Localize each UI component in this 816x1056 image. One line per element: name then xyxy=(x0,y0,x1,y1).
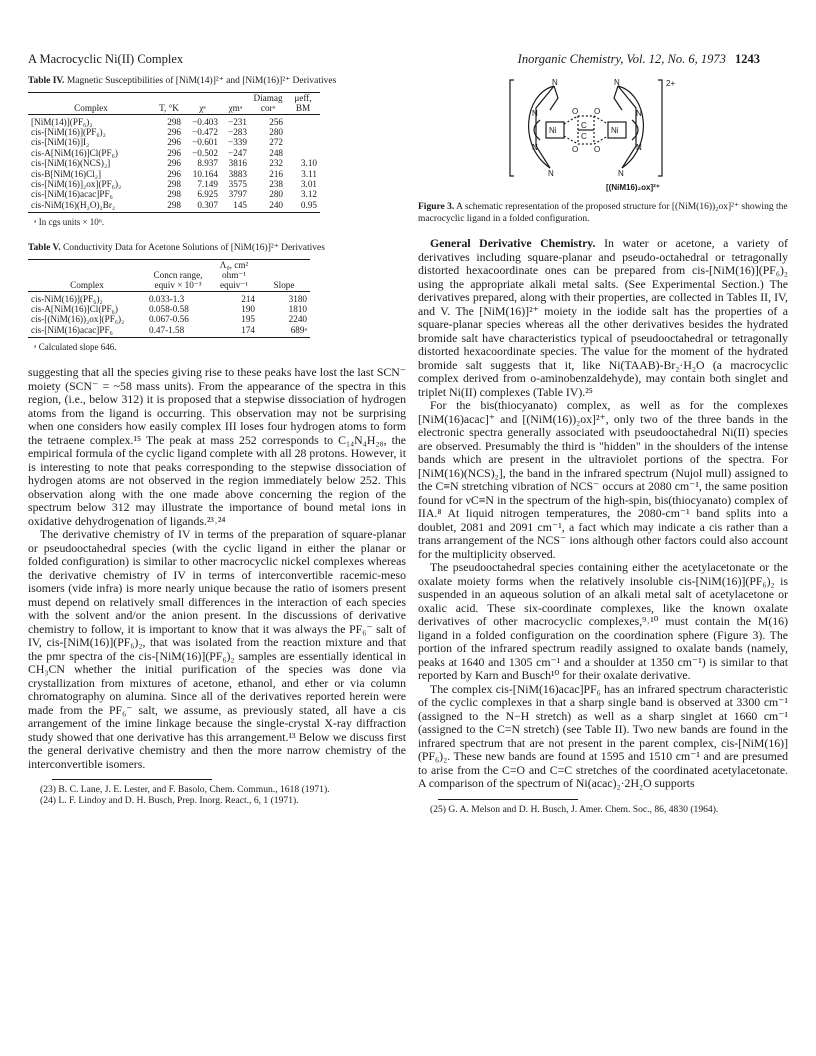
t4-col-chi: χᵃ xyxy=(184,92,221,114)
figure-3-text: A schematic representation of the proposed structure for [(NiM(16))₂ox]²⁺ showing the macrocyclic ligand in a folded configuration. xyxy=(418,202,788,224)
t5-col-complex: Complex xyxy=(28,259,146,291)
table-cell: 8.937 xyxy=(197,158,218,169)
table-row xyxy=(28,304,310,314)
t4-col-chim: χmᵃ xyxy=(221,92,250,114)
t4-col-temp: T, °K xyxy=(154,92,184,114)
table-cell: 0.47-1.58 xyxy=(146,325,210,338)
reference-24: (24) L. F. Lindoy and D. H. Busch, Prep. Inorg. React., 6, 1 (1971). xyxy=(40,795,299,807)
table-cell: cis-[NiM(16)acac]PF₆ xyxy=(31,189,113,200)
t5-col-lambda: Λ₀, cm² ohm⁻¹ equiv⁻¹ xyxy=(210,259,258,291)
table-cell: 174 xyxy=(210,325,258,338)
atom-n-left-lower: N xyxy=(532,143,538,152)
table-cell: 238 xyxy=(269,178,283,189)
table-cell: cis-NiM(16)](PF₆)₂ xyxy=(31,293,103,304)
atom-n-bottom-right: N xyxy=(618,169,624,178)
table-cell: 298 xyxy=(167,116,181,127)
table-cell: 7.149 xyxy=(197,178,218,189)
table-iv-title: Magnetic Susceptibilities of [NiM(14)]²⁺ and [NiM(16)]²⁺ Derivatives xyxy=(66,76,337,86)
table-cell: 0.307 xyxy=(184,200,221,213)
journal-citation: Inorganic Chemistry, Vol. 12, No. 6, 1973 xyxy=(517,52,726,66)
table-cell: 1810 xyxy=(288,304,307,315)
section-heading: General Derivative Chemistry. xyxy=(430,236,596,250)
table-cell: −0.601 xyxy=(192,137,218,148)
table-cell: −0.472 xyxy=(192,126,218,137)
table-row xyxy=(28,291,310,304)
table-cell: 3.10 xyxy=(300,158,317,169)
table-cell: −247 xyxy=(228,147,247,158)
right-paragraph-3: The pseudooctahedral species containing either the acetylacetonate or the oxalate moiety forms when the relatively insoluble cis-[NiM(16)](PF₆)₂ is suspended in an aqueous solution of an alkali metal salt of acetylacetone or oxalic acid. These six-coordinate complexes, like the known oxalate derivatives of other macrocyclic complexes,⁹˒¹⁰ must contain the M(16) ligand in a folded configuration on the coordination sphere (Figure 3). The portion of the infrared spectrum readily assigned to oxalate bands (namely, peaks at 1640 and 1305 cm⁻¹ and a shoulder at 1350 cm⁻¹) is similar to that reported by Karn and Busch¹⁰ for their oxalate derivative. xyxy=(418,560,788,682)
table-cell: 689ᵃ xyxy=(258,325,310,338)
table-row xyxy=(28,137,320,147)
table-cell: 3883 xyxy=(228,168,247,179)
table-cell: 296 xyxy=(167,168,181,179)
table-iv-footnote: ᵃ In cgs units × 10⁶. xyxy=(34,217,105,228)
atom-n-top-right: N xyxy=(614,78,620,87)
table-cell: 296 xyxy=(167,126,181,137)
running-head-title: A Macrocyclic Ni(II) Complex xyxy=(28,52,184,66)
formula-label: [(NiM16)₂ox]²⁺ xyxy=(606,183,660,192)
table-cell: 3.11 xyxy=(301,168,317,179)
table-cell: −0.502 xyxy=(192,147,218,158)
left-paragraph-2: The derivative chemistry of IV in terms of the preparation of square-planar or pseudooctahedral species (with the cyclic ligand in either the planar or folded configuration) is similar to other macrocyclic nickel complexes whereas the derivative chemistry of IV in terms of interconvertible racemic-meso isomers (vide infra) is more nearly unique because the ratio of isomers present must depend on relatively small differences in the interaction of each species with the solvent and/or the anion present. In the discussions of derivative chemistry to follow, it is important to know that it was always the PF₆⁻ salt of IV, cis-[NiM(16)](PF₆)₂, that was isolated from the reaction mixture and that the pmr spectra of the cis-[NiM(16)](PF₆)₂ samples are essentially identical in CH₃CN whether the initial purification of the species was done via crystallization from mixtures of acetone, ethanol, and ether or via column chromatography on alumina. Since all of the derivatives reported herein were made from the PF₆⁻ salt, we assume, as previously stated, all have a cis arrangement of the imine linkage because the single-crystal X-ray diffraction study showed that one derivative has this arrangement.¹³ Below we discuss first the general derivative chemistry and then the more narrow chemistry of the interconvertible isomers. xyxy=(28,527,406,771)
atom-o-4: O xyxy=(594,145,601,154)
figure-3-structure xyxy=(506,76,706,194)
atom-ni-right: Ni xyxy=(611,126,619,135)
table-cell xyxy=(286,114,320,127)
atom-o-1: O xyxy=(572,107,579,116)
table-iv-label: Table IV. xyxy=(28,76,65,86)
bracket-right xyxy=(658,80,662,176)
table-cell: 298 xyxy=(167,178,181,189)
right-references xyxy=(418,804,788,815)
table-cell: −0.403 xyxy=(192,116,218,127)
table-cell: 0.058-0.58 xyxy=(149,304,189,315)
figure-3-caption xyxy=(418,202,788,225)
table-cell xyxy=(286,148,320,158)
table-cell: 296 xyxy=(167,147,181,158)
table-cell: 0.95 xyxy=(286,200,320,213)
table-cell: cis-[NiM(16)(NCS)₂] xyxy=(31,158,111,169)
table-cell: 3.01 xyxy=(300,178,317,189)
table-cell: 3.12 xyxy=(300,189,317,200)
table-row xyxy=(28,189,320,199)
atom-o-3: O xyxy=(572,145,579,154)
table-cell xyxy=(286,137,320,147)
table-cell: 145 xyxy=(221,200,250,213)
atom-n-bottom-left: N xyxy=(548,169,554,178)
references-divider-right xyxy=(438,799,578,800)
table-cell: −283 xyxy=(228,126,247,137)
table-cell xyxy=(286,127,320,137)
table-row xyxy=(28,114,320,127)
charge-label: 2+ xyxy=(666,79,676,88)
t4-col-diamag: Diamag corᵃ xyxy=(250,92,286,114)
t4-col-mueff: μeff, BM xyxy=(286,92,320,114)
table-cell: 0.033-1.3 xyxy=(149,293,185,304)
table-row xyxy=(28,148,320,158)
table-cell: −231 xyxy=(228,116,247,127)
atom-n-left-upper: N xyxy=(532,109,538,118)
table-cell: cis-[NiM(16)]I₂ xyxy=(31,137,90,148)
table-cell: cis-A[NiM(16)]Cl(PF₆) xyxy=(31,147,118,158)
table-cell: 280 xyxy=(269,189,283,200)
t5-col-concn: Concn range, equiv × 10⁻³ xyxy=(146,259,210,291)
table-cell: 0.067-0.56 xyxy=(149,314,189,325)
table-cell: 280 xyxy=(269,126,283,137)
table-cell: cis-[(NiM(16))₂ox](PF₆)₂ xyxy=(31,314,125,325)
table-cell: 298 xyxy=(154,200,184,213)
right-paragraph-1-text: In water or acetone, a variety of derivatives including square-planar and pseudo-octahedral or tetragonally distorted hexacoordinate ones can be prepared from cis-[NiM(16)](PF₆)₂ using the appropriate alkali metal salts. (See Experimental Section.) The derivatives prepared, along with their properties, are collected in Tables II, IV, and V. The [NiM(16)]²⁺ moiety in the iodide salt has the properties of a square-planar species whereas all the other derivatives besides the hydrated bromide salt have characteristics typical of pseudooctahedral or tetragonally distorted hexacoordinate species. The value for the moment of the hydrated bromide salt suggests that it, like Ni(TAAB)-Br₂·H₂O (a macrocyclic complex derived from o-aminobenzaldehyde), may contain both singlet and triplet Ni(II) complexes (Table IV).²⁵ xyxy=(418,236,788,399)
reference-25: (25) G. A. Melson and D. H. Busch, J. Amer. Chem. Soc., 86, 4830 (1964). xyxy=(430,803,719,815)
left-paragraph-1: suggesting that all the species giving rise to these peaks have lost the last SCN⁻ moiety (SCN⁻ = ~58 mass units). From the appearance of the spectra in this region, (i.e., below 312) it is proposed that a stepwise dissociation of hydrogen atoms from the ligand is occurring. This observation may not be surprising when one considers how easily complex III loses four hydrogen atoms to form the tetraene complex.¹⁵ The peak at mass 252 corresponds to C₁₄N₄H₂₈, the empirical formula of the cyclic ligand complete with all 28 protons. However, it is interesting to note that peaks corresponding to the stepwise dissociation of hydrogen atoms are not observed in the region immediately below 252. This observation along with the one made above concerning the region of the spectrum below 312 may illustrate the importance of bound metal ions in oxidative dehydrogenation of ligands.²³˒²⁴ xyxy=(28,365,406,528)
reference-23: (23) B. C. Lane, J. E. Lester, and F. Basolo, Chem. Commun., 1618 (1971). xyxy=(40,784,330,796)
table-cell: 232 xyxy=(269,158,283,169)
atom-c-1: C xyxy=(581,121,587,130)
table-cell: 190 xyxy=(241,304,255,315)
table-cell: [NiM(14)](PF₆)₂ xyxy=(31,116,93,127)
table-cell: 216 xyxy=(269,168,283,179)
table-cell: 296 xyxy=(167,158,181,169)
page-number: 1243 xyxy=(735,52,760,66)
atom-n-top-left: N xyxy=(552,78,558,87)
figure-3-label: Figure 3. xyxy=(418,202,455,212)
table-cell: 248 xyxy=(269,147,283,158)
table-cell: cis-A[NiM(16)]Cl(PF₆) xyxy=(31,304,118,315)
table-cell: 272 xyxy=(269,137,283,148)
table-cell: 256 xyxy=(269,116,283,127)
right-paragraph-4: The complex cis-[NiM(16)acac]PF₆ has an infrared spectrum characteristic of the cyclic complexes in that a sharp single band is observed at 3300 cm⁻¹ (assigned to the N−H stretch) as well as a sharp singlet at 1660 cm⁻¹ (assigned to the C=N stretch) (see Table II). Two new bands are found in the infrared spectrum that are not present in the parent complex, cis-[NiM(16)](PF₆)₂. These new bands are found at 1595 and 1510 cm⁻¹ and are presumed to arise from the C=O and C=C stretches of the coordinated acetylacetonate. A comparison of the spectrum of Ni(acac)₂·2H₂O supports xyxy=(418,681,788,790)
atom-o-2: O xyxy=(594,107,601,116)
table-row xyxy=(28,158,320,168)
right-column xyxy=(418,72,788,815)
table-cell: 3180 xyxy=(288,293,307,304)
table-cell: 3816 xyxy=(228,158,247,169)
table-cell: 298 xyxy=(167,189,181,200)
table-cell: 240 xyxy=(250,200,286,213)
table-v-caption xyxy=(28,243,406,255)
right-ring-inner xyxy=(618,86,636,168)
references-divider xyxy=(52,779,212,780)
left-column xyxy=(28,76,406,806)
table-iv xyxy=(28,92,320,214)
left-ring-fold xyxy=(534,120,540,140)
atom-n-right-lower: N xyxy=(636,143,642,152)
table-iv-caption xyxy=(28,76,406,88)
atom-n-right-upper: N xyxy=(636,109,642,118)
table-row xyxy=(28,200,320,213)
table-cell: cis-[NiM(16)]₂ox](PF₆)₂ xyxy=(31,178,122,189)
table-cell: 6.925 xyxy=(197,189,218,200)
t5-col-slope: Slope xyxy=(258,259,310,291)
table-row xyxy=(28,314,310,324)
table-cell: 214 xyxy=(241,293,255,304)
table-cell: cis-[NiM(16)](PF₆)₂ xyxy=(31,126,106,137)
table-cell: cis-[NiM(16)acac]PF₆ xyxy=(28,325,146,338)
running-head-journal xyxy=(518,52,760,67)
left-references xyxy=(28,784,406,806)
table-cell: 2240 xyxy=(288,314,307,325)
table-row xyxy=(28,179,320,189)
right-paragraph-2: For the bis(thiocyanato) complex, as well as for the complexes [NiM(16)acac]⁺ and [(NiM(16))₂ox]²⁺, only two of the three bands in the electronic spectra generally associated with pseudooctahedral Ni(II) species are observed. Presumably the third is "hidden" in the shoulders of the intense bands which are present in the ultraviolet portions of the spectra. For [NiM(16)(NCS)₂], the band in the infrared spectrum (Nujol mull) assigned to the C≡N stretching vibration of NCS⁻ occurs at 2080 cm⁻¹, the same position found for νC≡N in the spectrum of the high-spin, bis(thiocyanato) complex of IIA.⁸ At liquid nitrogen temperatures, the 2080-cm⁻¹ band splits into a doublet, 2081 and 2091 cm⁻¹, a fact which may indicate a cis rather than a trans arrangement of the NCS⁻ ions although other factors could also account for the multiplicity observed. xyxy=(418,398,788,561)
table-v xyxy=(28,259,310,339)
atom-ni-left: Ni xyxy=(549,126,557,135)
table-v-label: Table V. xyxy=(28,243,61,254)
right-ring-outer xyxy=(618,86,643,168)
table-cell: −339 xyxy=(228,137,247,148)
structure-diagram xyxy=(506,76,706,194)
t4-col-complex: Complex xyxy=(28,92,154,114)
table-cell: 195 xyxy=(241,314,255,325)
table-row xyxy=(28,169,320,179)
table-cell: 3797 xyxy=(228,189,247,200)
table-row xyxy=(28,325,310,338)
table-row xyxy=(28,127,320,137)
right-paragraph-1 xyxy=(418,237,788,399)
table-cell: cis-NiM(16)(H₂O)₂Br₂ xyxy=(28,200,154,213)
atom-c-2: C xyxy=(581,132,587,141)
right-ring-fold xyxy=(632,120,638,140)
table-cell: 3575 xyxy=(228,178,247,189)
table-cell: 296 xyxy=(167,137,181,148)
table-v-footnote: ᵃ Calculated slope 646. xyxy=(34,342,117,353)
bracket-left xyxy=(510,80,514,176)
table-v-title: Conductivity Data for Acetone Solutions of [NiM(16)]²⁺ Derivatives xyxy=(62,243,325,254)
table-cell: cis-B[NiM(16)Cl₂] xyxy=(31,168,102,179)
table-cell: 10.164 xyxy=(192,168,218,179)
